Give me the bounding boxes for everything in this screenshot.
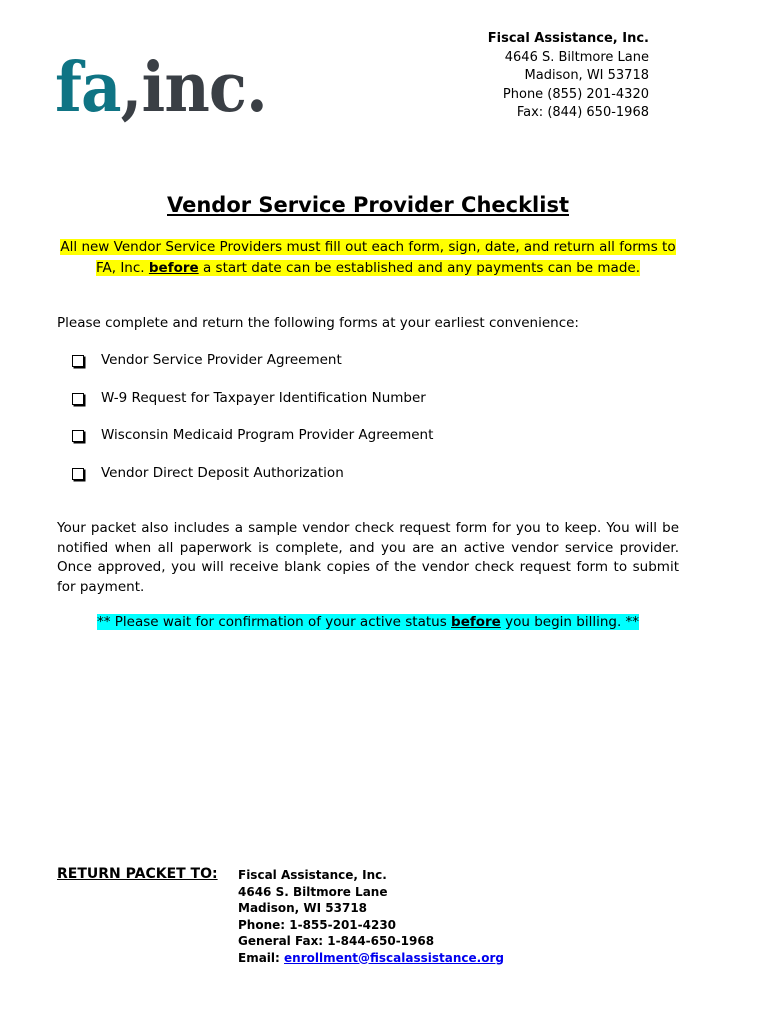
checkbox-icon [72,393,84,405]
billing-highlight [97,614,639,630]
checklist-item [72,388,433,426]
intro-text-2: a start date can be established and any payments can be made. [202,260,640,276]
return-city: Madison, WI 53718 [238,901,368,915]
checkbox-icon [72,355,84,367]
return-phone: Phone: 1-855-201-4230 [238,917,397,932]
logo-wordmark [55,48,267,128]
forms-checklist [72,350,433,500]
checklist-item-label: Vendor Service Provider Agreement [101,352,342,368]
email-link[interactable]: enrollment@fiscalassistance.org [284,950,504,965]
packet-note-paragraph: Your packet also includes a sample vendor check request form for you to keep. You will be notified when all paperwork is complete, and you are an active vendor service provider. Once approved, you will receive blank copies of the vendor check request form to submit for payment. [57,520,679,595]
checklist-item-label: W-9 Request for Taxpayer Identification Number [101,389,426,406]
return-street: 4646 S. Biltmore Lane [238,884,388,899]
return-fax: General Fax: 1-844-650-1968 [238,934,435,948]
company-header-address [488,30,649,123]
intro-emphasis: before [148,260,199,276]
logo-suffix: ,inc. [120,48,267,128]
return-packet-label: RETURN PACKET TO: [57,866,218,882]
email-label: Email: [238,950,280,965]
checklist-item [72,425,433,463]
return-email-line [238,950,504,967]
page-title: Vendor Service Provider Checklist [167,193,569,217]
intro-text-1: All new Vendor Service Providers must fill out each form, sign, date, and return all forms to FA, Inc. [60,239,676,276]
checkbox-icon [72,468,84,480]
checkbox-icon [72,430,84,442]
billing-note [0,612,736,632]
intro-paragraph [57,237,679,279]
forms-prompt: Please complete and return the following forms at your earliest convenience: [57,315,579,331]
return-address-block [238,867,504,966]
checklist-item [72,463,433,501]
billing-text-2: you begin billing. ** [505,614,640,630]
billing-emphasis: before [451,614,501,630]
checklist-item [72,350,433,388]
company-city: Madison, WI 53718 [524,68,649,83]
return-company-name: Fiscal Assistance, Inc. [238,868,387,882]
company-fax: Fax: (844) 650-1968 [516,105,649,120]
intro-highlight [60,239,675,276]
checklist-item-label: Wisconsin Medicaid Program Provider Agreement [101,427,434,443]
company-phone: Phone (855) 201-4320 [502,86,649,102]
logo-main: fa [55,48,121,128]
company-street: 4646 S. Biltmore Lane [504,49,649,65]
checklist-item-label: Vendor Direct Deposit Authorization [101,464,344,481]
billing-text-1: ** Please wait for confirmation of your active status [96,614,447,630]
company-name: Fiscal Assistance, Inc. [487,31,649,46]
company-logo [55,48,285,132]
